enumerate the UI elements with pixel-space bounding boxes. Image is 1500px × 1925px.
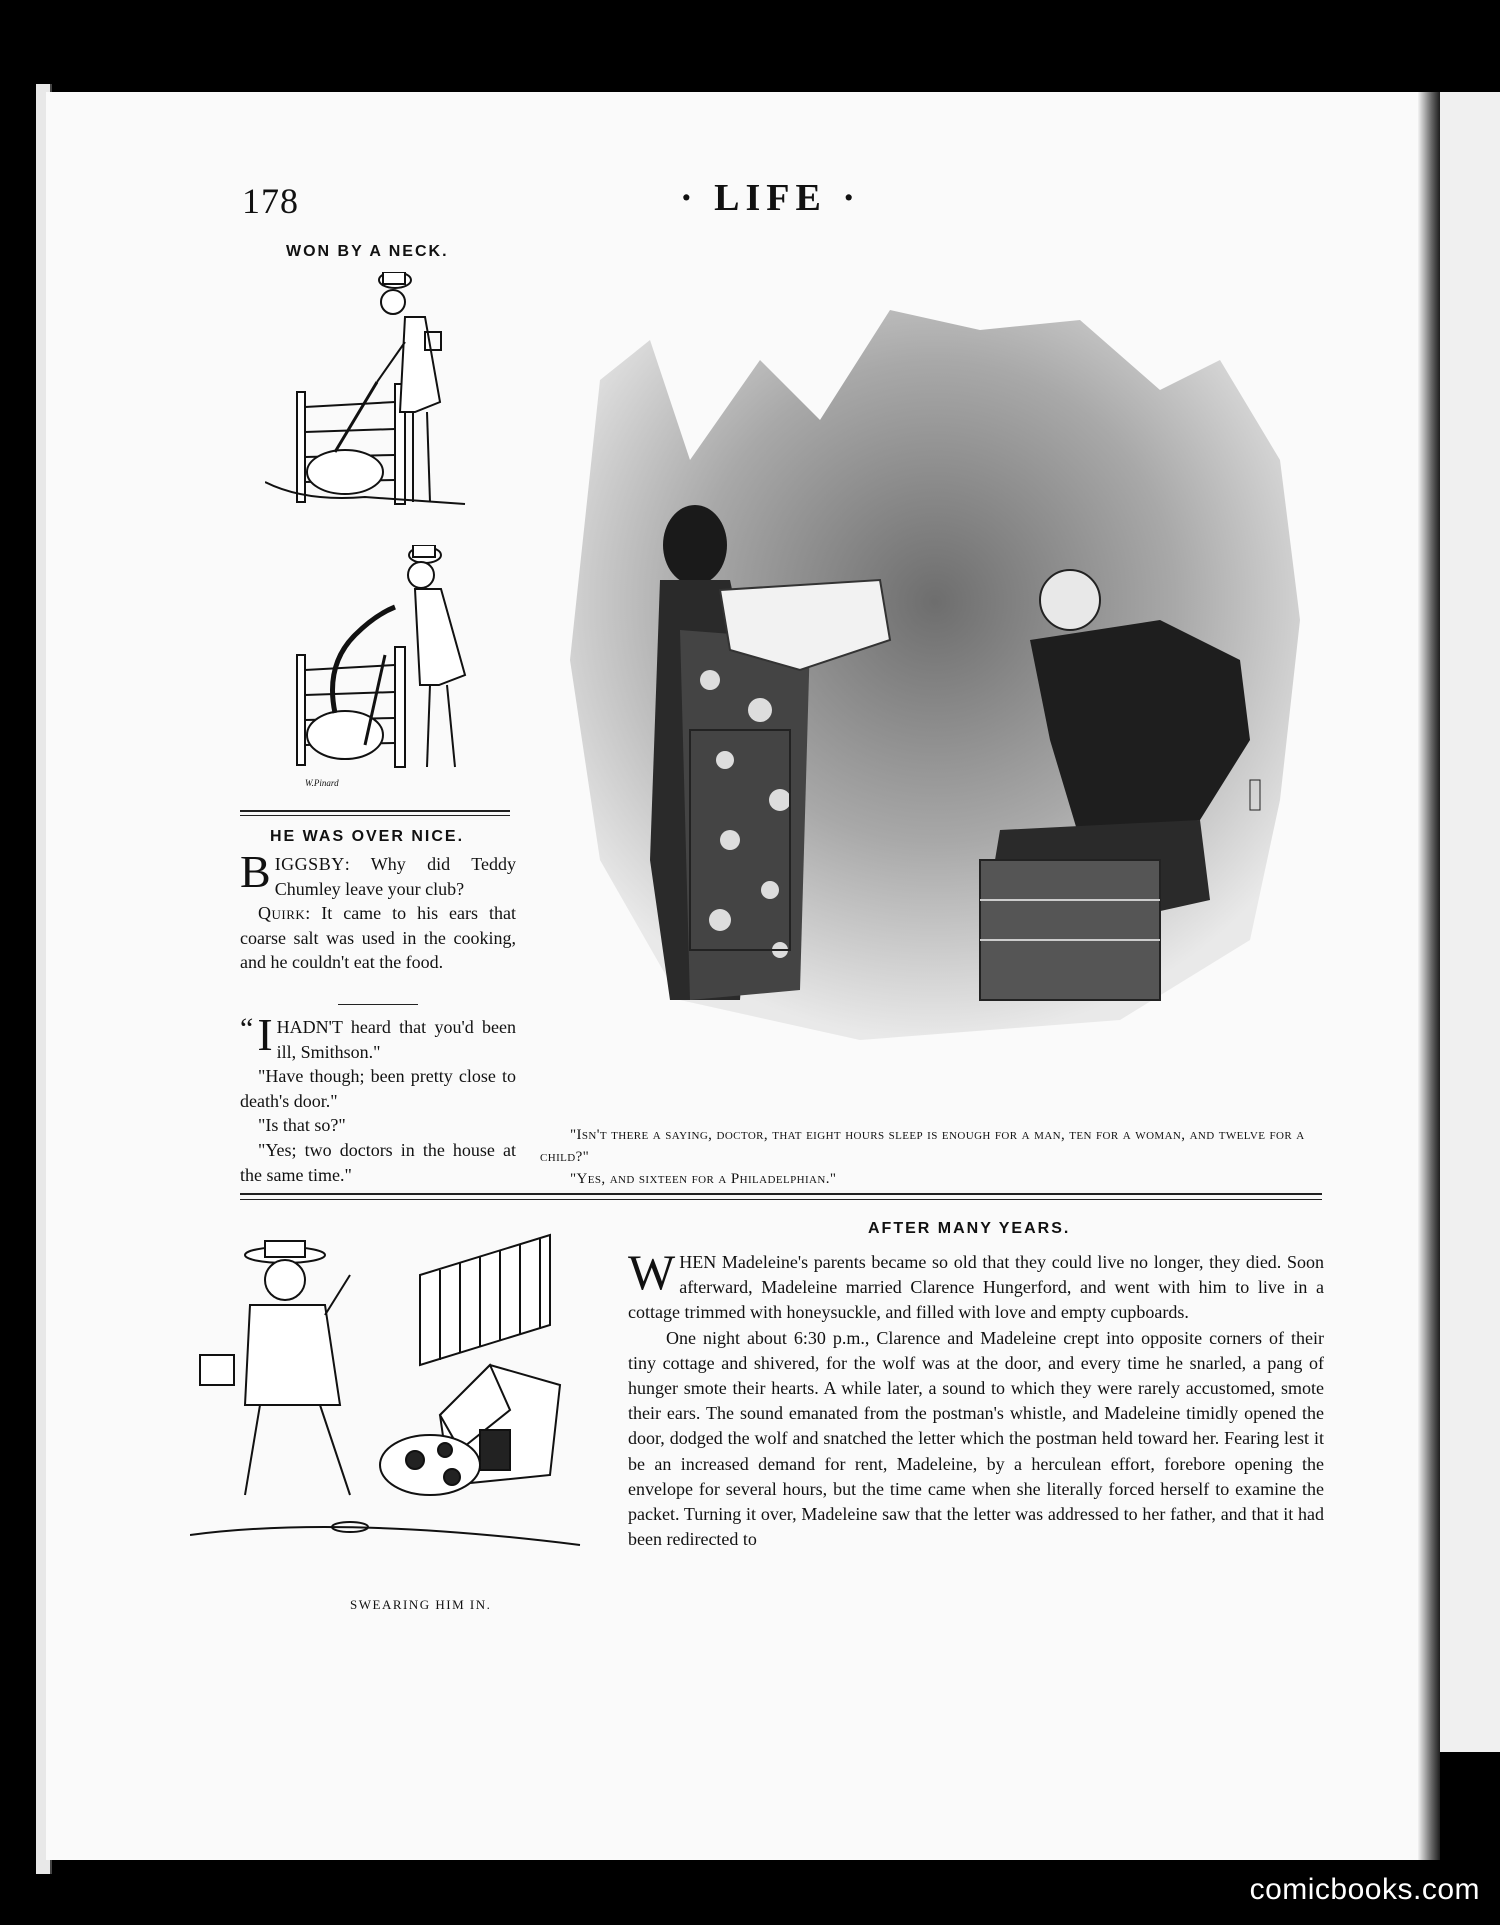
over-nice-text <box>240 846 516 975</box>
article-dropcap: W <box>628 1244 676 1300</box>
swearing-cartoon <box>190 1215 590 1565</box>
column-rule-bottom <box>240 815 510 816</box>
section-rule-bottom <box>240 1199 1322 1200</box>
caption-line-1: "Isn't there a saying, doctor, that eight hours sleep is enough for a man, ten for a woman, and twelve for a child?" <box>540 1127 1305 1165</box>
smithson-open-quote: “ <box>240 1012 254 1045</box>
cartoon-signature: W.Pinard <box>305 778 339 788</box>
smithson-line-3: "Is that so?" <box>258 1115 346 1136</box>
book-gutter <box>1418 92 1440 1860</box>
masthead-title: · LIFE · <box>680 177 862 219</box>
short-divider <box>338 1004 418 1005</box>
article-paragraph-1-text: HEN Madeleine's parents became so old that they could live no longer, they died. Soon afterward, Madeleine married Clarence Hungerford, and went with him to live in a cottage trimmed with honeysuckle, and filled with love and empty cupboards. <box>628 1252 1324 1323</box>
neck-cartoon-panel-1 <box>265 272 505 522</box>
smithson-line-2: "Have though; been pretty close to death's door." <box>240 1066 516 1111</box>
smithson-line-4: "Yes; two doctors in the house at the same time." <box>240 1139 516 1185</box>
column-rule-top <box>240 810 510 812</box>
main-illustration-caption <box>540 1124 1320 1190</box>
facing-page-edge <box>1440 92 1500 1752</box>
smithson-dropcap: I <box>257 1009 273 1060</box>
over-nice-speaker-1: IGGSBY <box>274 854 345 874</box>
section-rule-top <box>240 1193 1322 1195</box>
smithson-text <box>240 1009 516 1187</box>
over-nice-dropcap: B <box>240 846 271 897</box>
after-many-years-heading: AFTER MANY YEARS. <box>868 1220 1071 1237</box>
over-nice-heading: HE WAS OVER NICE. <box>270 828 465 845</box>
swearing-caption: SWEARING HIM IN. <box>350 1597 492 1612</box>
won-by-a-neck-heading: WON BY A NECK. <box>286 243 449 260</box>
over-nice-line-2: : It came to his ears that coarse salt was used in the cooking, and he couldn't eat the food. <box>240 903 516 973</box>
smithson-line-1: HADN'T heard that you'd been ill, Smithson." <box>276 1017 516 1062</box>
main-illustration <box>560 300 1330 1100</box>
over-nice-speaker-2: Quirk <box>258 903 306 924</box>
page-number: 178 <box>242 181 299 221</box>
caption-line-2: "Yes, and sixteen for a Philadelphian." <box>570 1171 837 1187</box>
watermark: comicbooks.com <box>1249 1873 1480 1906</box>
after-many-years-article <box>628 1244 1324 1552</box>
over-nice-line-1: : Why did Teddy Chumley leave your club? <box>274 854 516 899</box>
neck-cartoon-panel-2 <box>265 545 505 790</box>
article-paragraph-1 <box>628 1244 1324 1326</box>
article-paragraph-2: One night about 6:30 p.m., Clarence and Madeleine crept into opposite corners of their tiny cottage and shivered, for the wolf was at the door, and every time he snarled, a pang of hunger smote their hearts. A while later, a sound to which they were rarely accustomed, smote their ears. The sound emanated from the postman's whistle, and Madeleine timidly opened the door, dodged the wolf and snatched the letter which the postman held toward her. Fearing lest it be an increased demand for rent, Madeleine, by a herculean effort, forebore opening the envelope for several hours, but the time came when she literally forced herself to examine the packet. Turning it over, Madeleine saw that the letter was addressed to her father, and that it had been redirected to <box>628 1327 1324 1550</box>
